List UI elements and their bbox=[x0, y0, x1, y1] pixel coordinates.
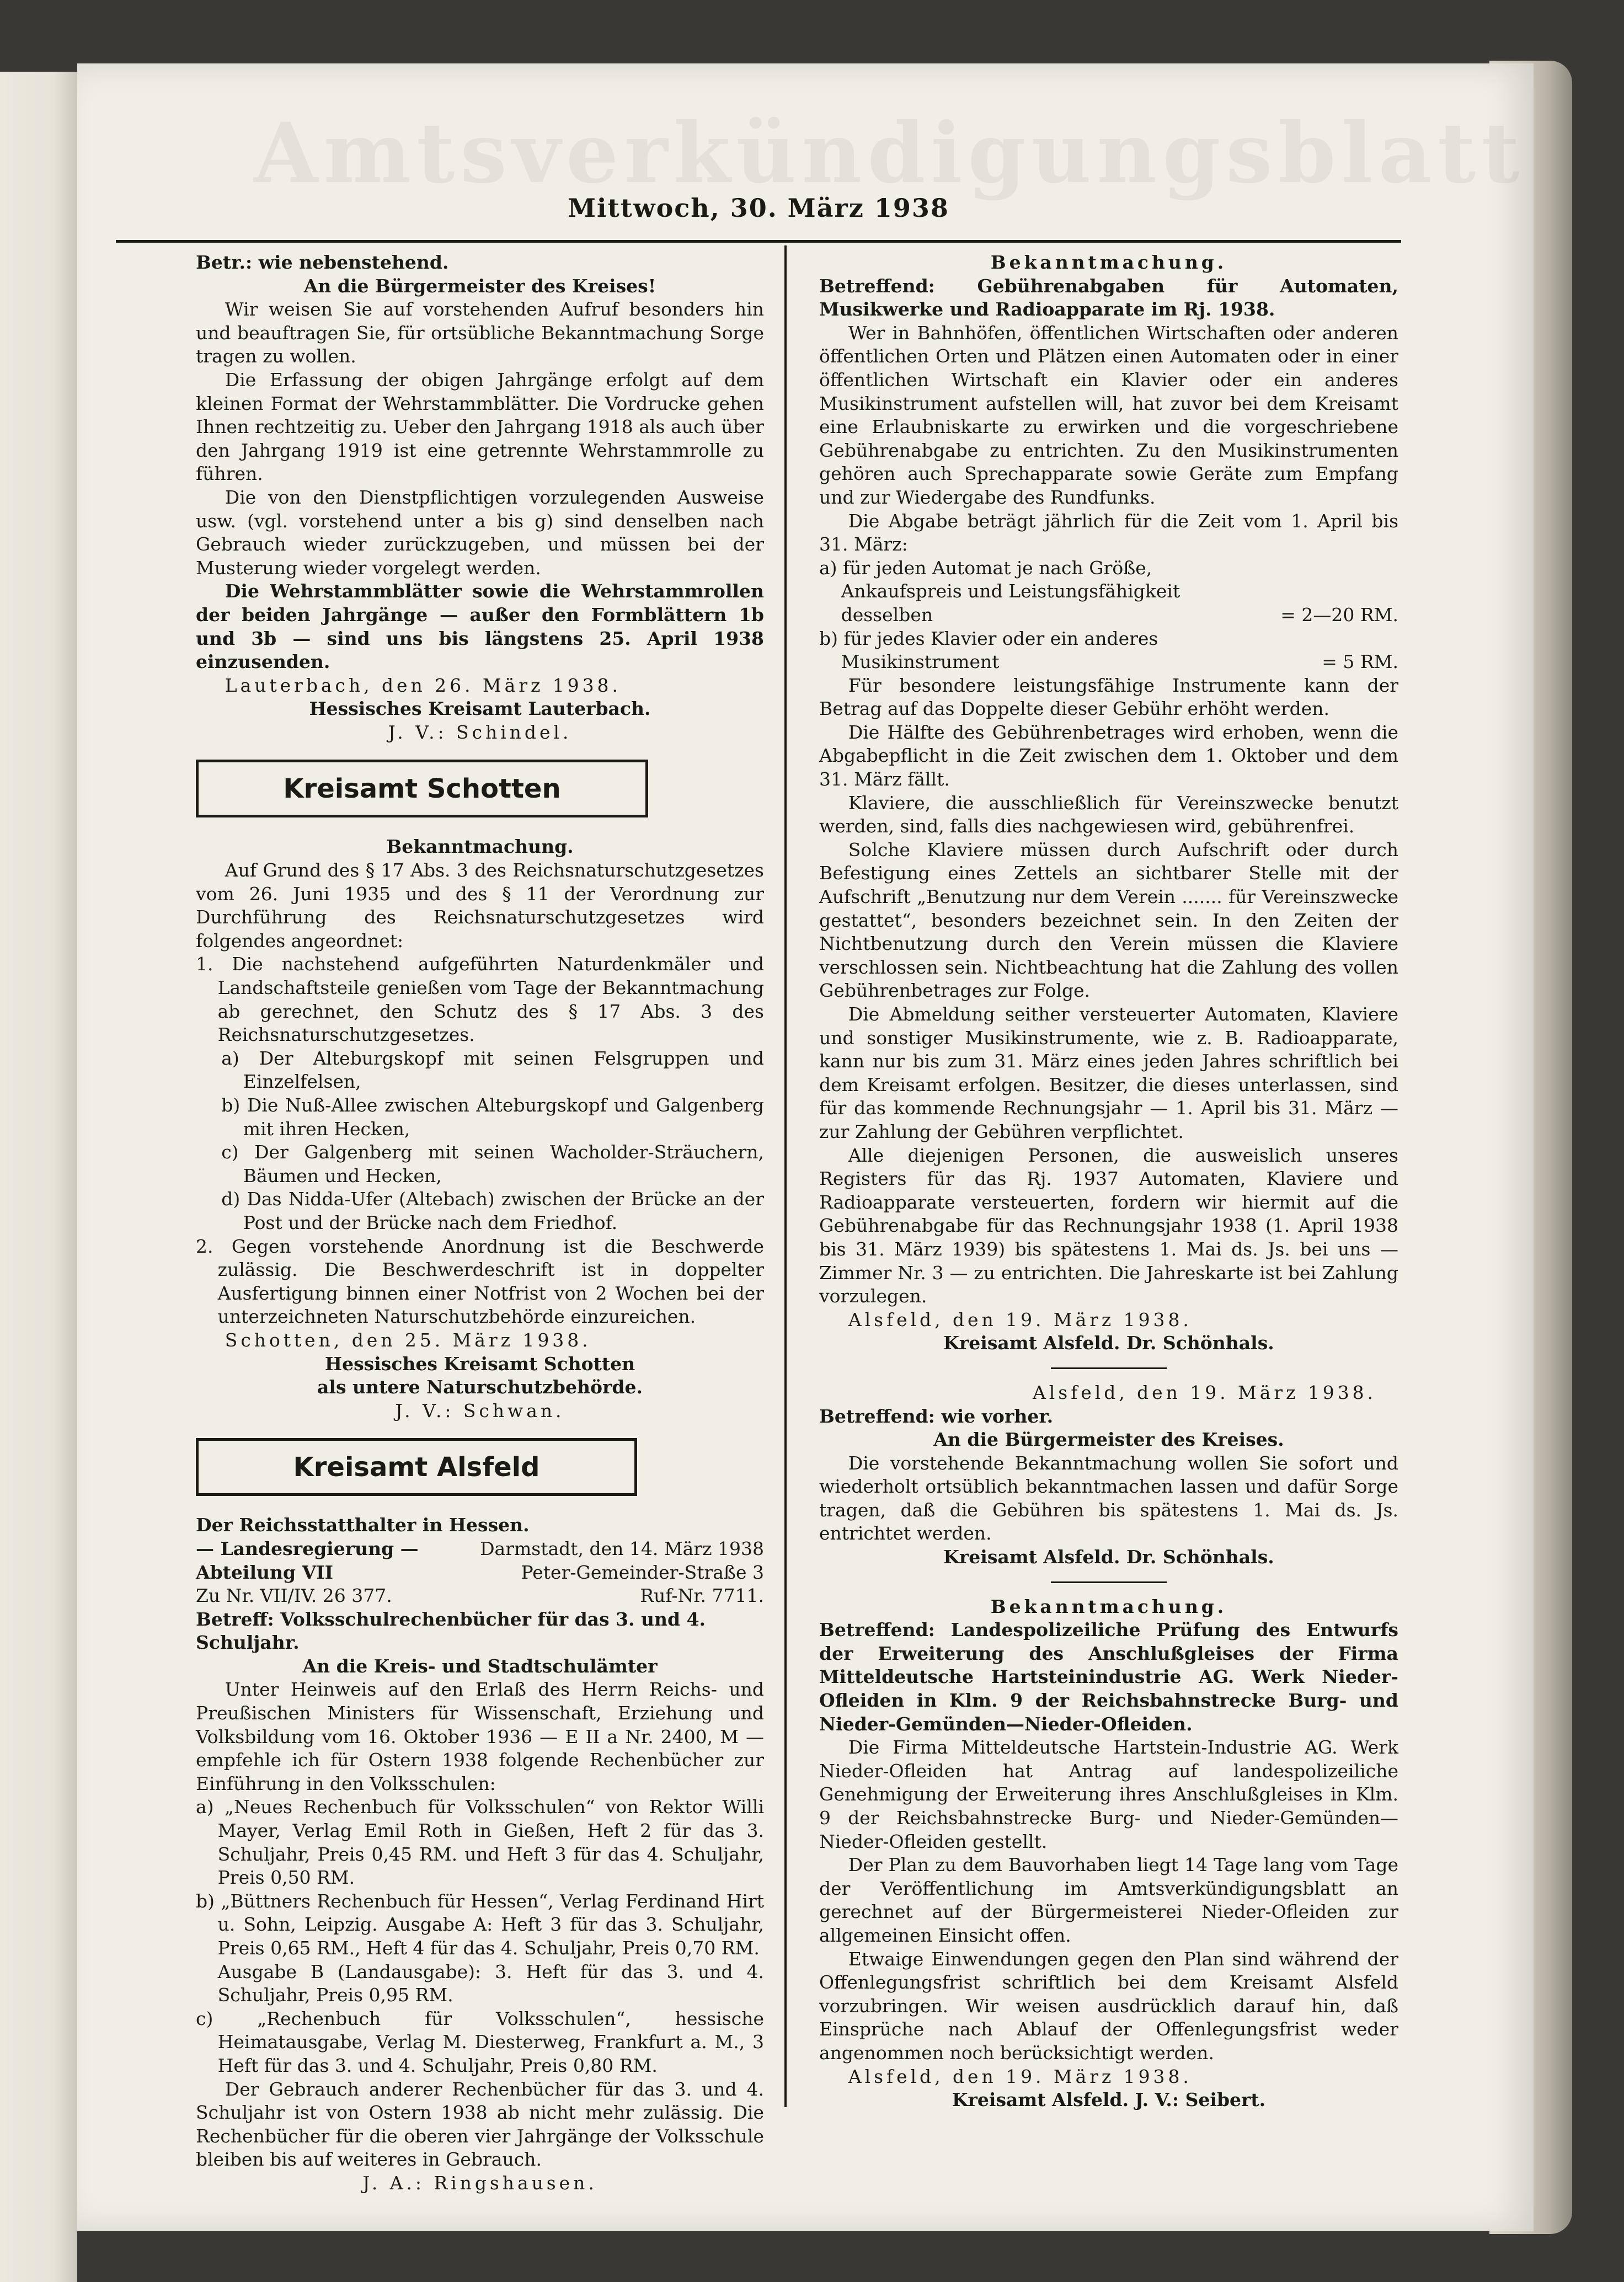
paragraph: Der Gebrauch anderer Rechenbücher für das 3. und 4. Schuljahr ist von Ostern 1938 ab nicht mehr zulässig. Die Rechenbücher für die oberen vier Jahrgänge der Volksschule bleiben bis auf weiteres in Gebrauch. bbox=[196, 2078, 764, 2171]
letterhead-right: Ruf-Nr. 7711. bbox=[640, 1585, 764, 1607]
issuing-office: Hessisches Kreisamt Lauterbach. bbox=[309, 698, 651, 720]
fee-label: b) für jedes Klavier oder ein anderes Musikinstrument bbox=[819, 627, 1158, 673]
section-box-schotten bbox=[196, 760, 648, 817]
address-line: An die Kreis- und Stadtschulämter bbox=[302, 1655, 658, 1677]
header-rule bbox=[116, 240, 1401, 243]
letterhead-row bbox=[196, 1584, 764, 1608]
section-title: Kreisamt Schotten bbox=[283, 773, 561, 804]
place-date: Alsfeld, den 19. März 1938. bbox=[848, 2065, 1192, 2087]
betreff-line: Betreffend: Gebührenabgaben für Automaten, Musikwerke und Radioapparate im Rj. 1938. bbox=[819, 275, 1398, 320]
paragraph: Klaviere, die ausschließlich für Vereinszwecke benutzt werden, sind, falls dies nachgewiesen wird, gebührenfrei. bbox=[819, 792, 1398, 837]
paragraph: Alle diejenigen Personen, die ausweislich unseres Registers für das Rj. 1937 Automaten, Klaviere und Radioapparate versteuerten, fordern wir hiermit auf die Gebührenabgabe für das Rechnungsjahr 1938 (1. April 1938 bis 31. März 1939) bis spätestens 1. Mai ds. Js. bei uns — Zimmer Nr. 3 — zu entrichten. Die Jahreskarte ist bei Zahlung vorzulegen. bbox=[819, 1144, 1398, 1307]
fee-value: = 2—20 RM. bbox=[1280, 603, 1398, 626]
list-subitem: c) Der Galgenberg mit seinen Wacholder-Sträuchern, Bäumen und Hecken, bbox=[221, 1141, 764, 1187]
fee-row bbox=[819, 557, 1398, 627]
right-column bbox=[819, 251, 1398, 2112]
list-subitem: a) Der Alteburgskopf mit seinen Felsgruppen und Einzelfelsen, bbox=[221, 1047, 764, 1093]
paragraph: Die Wehrstammblätter sowie die Wehrstammrollen der beiden Jahrgänge — außer den Formblättern 1b und 3b — sind uns bis längstens 25. April 1938 einzusenden. bbox=[196, 580, 764, 673]
notice-title: Bekanntmachung. bbox=[990, 1595, 1227, 1617]
letterhead-left: Der Reichsstatthalter in Hessen. bbox=[196, 1514, 530, 1536]
signature: Kreisamt Alsfeld. J. V.: Seibert. bbox=[952, 2089, 1266, 2111]
place-date: Schotten, den 25. März 1938. bbox=[225, 1329, 591, 1351]
address-line: An die Bürgermeister des Kreises. bbox=[933, 1429, 1284, 1451]
letterhead-row bbox=[196, 1514, 764, 1537]
fee-value: = 5 RM. bbox=[1322, 651, 1398, 673]
signature: J. V.: Schwan. bbox=[395, 1399, 565, 1421]
paragraph: Die Hälfte des Gebührenbetrages wird erhoben, wenn die Abgabepflicht in die Zeit zwischen dem 1. Oktober und dem 31. März fällt. bbox=[819, 721, 1398, 790]
letterhead-row bbox=[196, 1537, 764, 1561]
separator-rule bbox=[1051, 1581, 1167, 1583]
page-header bbox=[116, 182, 1401, 237]
place-date: Alsfeld, den 19. März 1938. bbox=[1032, 1381, 1376, 1403]
notice-title: Bekanntmachung. bbox=[386, 836, 574, 858]
list-item: 2. Gegen vorstehende Anordnung ist die Beschwerde zulässig. Die Beschwerdeschrift ist in doppelter Ausfertigung binnen einer Notfrist von 2 Wochen bei der unterzeichneten Naturschutzbehörde einzureichen. bbox=[196, 1235, 764, 1328]
paragraph: Wer in Bahnhöfen, öffentlichen Wirtschaften oder anderen öffentlichen Orten und Plätzen einen Automaten oder in einer öffentlichen Wirtschaft ein Klavier oder ein anderes Musikinstrument aufstellen will, hat zuvor bei dem Kreisamt eine Erlaubniskarte zu erwirken und die vorgeschriebene Gebührenabgabe zu entrichten. Zu den Musikinstrumenten gehören auch Sprechapparate sowie Geräte zum Empfang und zur Wiedergabe des Rundfunks. bbox=[819, 322, 1398, 508]
issuing-office: als untere Naturschutzbehörde. bbox=[317, 1376, 643, 1398]
fee-row bbox=[819, 627, 1398, 674]
place-date: Alsfeld, den 19. März 1938. bbox=[848, 1308, 1192, 1330]
list-item: Ausgabe B (Landausgabe): 3. Heft für das 3. und 4. Schuljahr, Preis 0,95 RM. bbox=[217, 1960, 764, 2006]
column-divider bbox=[784, 245, 787, 2107]
signature: Kreisamt Alsfeld. Dr. Schönhals. bbox=[943, 1332, 1274, 1354]
signature: Kreisamt Alsfeld. Dr. Schönhals. bbox=[943, 1546, 1274, 1568]
letterhead-left: Abteilung VII bbox=[196, 1561, 334, 1583]
list-subitem: b) Die Nuß-Allee zwischen Alteburgskopf und Galgenberg mit ihren Hecken, bbox=[221, 1094, 764, 1140]
paragraph: Die Firma Mitteldeutsche Hartstein-Industrie AG. Werk Nieder-Ofleiden hat Antrag auf landespolizeiliche Genehmigung der Erweiterung ihres Anschlußgleises in Klm. 9 der Reichsbahnstrecke Burg- und Nieder-Gemünden—Nieder-Ofleiden gestellt. bbox=[819, 1736, 1398, 1852]
list-item: c) „Rechenbuch für Volksschulen“, hessische Heimatausgabe, Verlag M. Diesterweg, Frankfurt a. M., 3 Heft für das 3. und 4. Schuljahr, Preis 0,80 RM. bbox=[196, 2007, 764, 2076]
list-item: b) „Büttners Rechenbuch für Hessen“, Verlag Ferdinand Hirt u. Sohn, Leipzig. Ausgabe A: Heft 3 für das 3. Schuljahr, Preis 0,65 RM., Heft 4 für das 4. Schuljahr, Preis 0,70 RM. bbox=[196, 1890, 764, 1959]
paragraph: Die Erfassung der obigen Jahrgänge erfolgt auf dem kleinen Format der Wehrstammblätter. Die Vordrucke gehen Ihnen rechtzeitig zu. Ueber den Jahrgang 1918 als auch über den Jahrgang 1919 ist eine getrennte Wehrstammrolle zu führen. bbox=[196, 368, 764, 485]
paragraph: Auf Grund des § 17 Abs. 3 des Reichsnaturschutzgesetzes vom 26. Juni 1935 und des § 11 der Verordnung zur Durchführung des Reichsnaturschutzgesetzes wird folgendes angeordnet: bbox=[196, 859, 764, 952]
list-item: a) „Neues Rechenbuch für Volksschulen“ von Rektor Willi Mayer, Verlag Emil Roth in Gießen, Heft 2 für das 3. Schuljahr, Preis 0,45 RM. und Heft 3 für das 4. Schuljahr, Preis 0,50 RM. bbox=[196, 1796, 764, 1889]
header-date: Mittwoch, 30. März 1938 bbox=[568, 193, 949, 223]
paragraph: Unter Heinweis auf den Erlaß des Herrn Reichs- und Preußischen Ministers für Wissenschaft, Erziehung und Volksbildung vom 16. Oktober 1936 — E II a Nr. 2400, M — empfehle ich für Ostern 1938 folgende Rechenbücher zur Einführung in den Volksschulen: bbox=[196, 1679, 764, 1794]
notice-title: Bekanntmachung. bbox=[990, 252, 1227, 273]
betr-line: Betr.: wie nebenstehend. bbox=[196, 252, 449, 273]
address-line: An die Bürgermeister des Kreises! bbox=[303, 275, 656, 297]
paragraph: Etwaige Einwendungen gegen den Plan sind während der Offenlegungsfrist schriftlich bei dem Kreisamt Alsfeld vorzubringen. Wir weisen ausdrücklich darauf hin, daß Einsprüche nach Ablauf der Offenlegungsfrist weder angenommen noch berücksichtigt werden. bbox=[819, 1948, 1398, 2064]
book-left-page-edge bbox=[0, 72, 77, 2282]
signature: J. V.: Schindel. bbox=[388, 721, 572, 743]
paragraph: Wir weisen Sie auf vorstehenden Aufruf besonders hin und beauftragen Sie, für ortsübliche Bekanntmachung Sorge tragen zu wollen. bbox=[196, 298, 764, 367]
betreff-line: Betreffend: Landespolizeiliche Prüfung des Entwurfs der Erweiterung des Anschlußgleises der Firma Mitteldeutsche Hartsteinindustrie AG. Werk Nieder-Ofleiden in Klm. 9 der Reichsbahnstrecke Burg- und Nieder-Gemünden—Nieder-Ofleiden. bbox=[819, 1619, 1398, 1735]
paragraph: Die Abgabe beträgt jährlich für die Zeit vom 1. April bis 31. März: bbox=[819, 510, 1398, 555]
list-item: 1. Die nachstehend aufgeführten Naturdenkmäler und Landschaftsteile genießen vom Tage der Bekanntmachung ab gerechnet, den Schutz des § 17 Abs. 3 des Reichsnaturschutzgesetzes. bbox=[196, 953, 764, 1046]
signature: J. A.: Ringshausen. bbox=[362, 2172, 597, 2194]
show-through-masthead: Amtsverkündigungsblatt bbox=[254, 105, 1525, 202]
letterhead-row bbox=[196, 1561, 764, 1585]
betreff-line: Betreff: Volksschulrechenbücher für das 3. und 4. Schuljahr. bbox=[196, 1608, 706, 1654]
issuing-office: Hessisches Kreisamt Schotten bbox=[324, 1353, 635, 1375]
letterhead-left: Zu Nr. VII/IV. 26 377. bbox=[196, 1585, 392, 1607]
paragraph: Solche Klaviere müssen durch Aufschrift oder durch Befestigung eines Zettels an sichtbarer Stelle mit der Aufschrift „Benutzung nur dem Verein ....... für Vereinszwecke gestattet“, besonders bezeichnet sein. In den Zeiten der Nichtbenutzung durch den Verein müssen die Klaviere verschlossen sein. Nichtbeachtung hat die Zahlung des vollen Gebührenbetrages zur Folge. bbox=[819, 838, 1398, 1002]
paragraph: Die von den Dienstpflichtigen vorzulegenden Ausweise usw. (vgl. vorstehend unter a bis g) sind denselben nach Gebrauch wieder zurückzugeben, und müssen bei der Musterung wieder vorgelegt werden. bbox=[196, 486, 764, 579]
section-box-alsfeld bbox=[196, 1438, 637, 1496]
place-date: Lauterbach, den 26. März 1938. bbox=[225, 674, 621, 696]
paragraph: Die Abmeldung seither versteuerter Automaten, Klaviere und sonstiger Musikinstrumente, wie z. B. Radioapparate, kann nur bis zum 31. März eines jeden Jahres schriftlich bei dem Kreisamt erfolgen. Besitzer, die dieses unterlassen, sind für das kommende Rechnungsjahr — 1. April bis 31. März — zur Zahlung der Gebühren verpflichtet. bbox=[819, 1003, 1398, 1142]
letterhead-right: Darmstadt, den 14. März 1938 bbox=[480, 1537, 764, 1559]
section-title: Kreisamt Alsfeld bbox=[293, 1451, 540, 1483]
list-subitem: d) Das Nidda-Ufer (Altebach) zwischen der Brücke an der Post und der Brücke nach dem Friedhof. bbox=[221, 1188, 764, 1233]
letterhead-right: Peter-Gemeinder-Straße 3 bbox=[521, 1561, 764, 1583]
paragraph: Für besondere leistungsfähige Instrumente kann der Betrag auf das Doppelte dieser Gebühr erhöht werden. bbox=[819, 674, 1398, 720]
letterhead-left: — Landesregierung — bbox=[196, 1537, 419, 1559]
left-column bbox=[196, 251, 764, 2195]
fee-label: a) für jeden Automat je nach Größe, Ankaufspreis und Leistungsfähigkeit desselben bbox=[819, 557, 1180, 626]
paragraph: Der Plan zu dem Bauvorhaben liegt 14 Tage lang vom Tage der Veröffentlichung im Amtsverkündigungsblatt an gerechnet auf der Bürgermeisterei Nieder-Ofleiden zur allgemeinen Einsicht offen. bbox=[819, 1854, 1398, 1946]
paragraph: Die vorstehende Bekanntmachung wollen Sie sofort und wiederholt ortsüblich bekanntmachen lassen und dafür Sorge tragen, daß die Gebühren bis spätestens 1. Mai ds. Js. entrichtet werden. bbox=[819, 1452, 1398, 1545]
betreff-line: Betreffend: wie vorher. bbox=[819, 1405, 1054, 1427]
separator-rule bbox=[1051, 1367, 1167, 1369]
